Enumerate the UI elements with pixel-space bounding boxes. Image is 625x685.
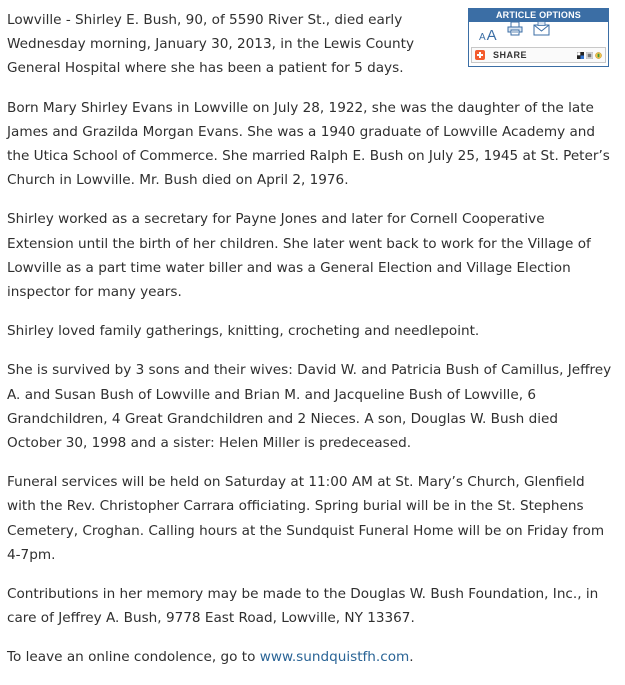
article-paragraph: Lowville - Shirley E. Bush, 90, of 5590 River St., died early Wednesday morning, January 30, 2013, in the Lewis County General Hospital where she has been a patient for 5 days.	[7, 12, 414, 77]
article-paragraph: Funeral services will be held on Saturday at 11:00 AM at St. Mary’s Church, Glenfield with the Rev. Christopher Carrara officiating. Spring burial will be in the St. Stephens Cemetery, Croghan. Calling hours at the Sundquist Funeral Home will be on Friday from 4-7pm.	[7, 474, 605, 563]
article-paragraph: Shirley worked as a secretary for Payne Jones and later for Cornell Cooperative Extension until the birth of her children. She later went back to work for the Village of Lowville as a part time water biller and was a General Election and Village Election inspector for many years.	[7, 211, 591, 301]
article-options-box	[468, 8, 609, 67]
share-label: SHARE	[493, 49, 528, 60]
bookmark-icon[interactable]	[595, 52, 602, 59]
article-paragraph: She is survived by 3 sons and their wives: David W. and Patricia Bush of Camillus, Jeffrey A. and Susan Bush of Lowville and Brian M. and Jacqueline Bush of Lowville, 6 Grandchildren, 4 Great Grandchildren and 2 Nieces. A son, Douglas W. Bush died October 30, 1998 and a sister: Helen Miller is predeceased.	[7, 362, 612, 452]
increase-font-icon[interactable]: A	[486, 27, 497, 44]
condolence-paragraph	[7, 645, 613, 669]
sundquist-link[interactable]: www.sundquistfh.com	[259, 649, 410, 666]
delicious-icon[interactable]	[577, 52, 584, 59]
email-icon[interactable]	[533, 20, 550, 44]
print-icon[interactable]	[507, 20, 523, 44]
decrease-font-icon[interactable]: A	[479, 32, 486, 43]
digg-icon[interactable]	[586, 52, 593, 59]
article-paragraph: Born Mary Shirley Evans in Lowville on July 28, 1922, she was the daughter of the late James and Grazilda Morgan Evans. She was a 1940 graduate of Lowville Academy and the Utica School of Commerce. She married Ralph E. Bush on July 25, 1945 at St. Peter’s Church in Lowville. Mr. Bush died on April 2, 1976.	[7, 99, 610, 189]
obituary-article	[7, 8, 613, 685]
article-paragraph: Shirley loved family gatherings, knitting, crocheting and needlepoint.	[7, 323, 480, 340]
condolence-period: .	[409, 649, 414, 666]
condolence-text: To leave an online condolence, go to	[7, 649, 260, 666]
share-services	[575, 52, 602, 59]
share-button[interactable]	[471, 47, 606, 63]
article-paragraph: Contributions in her memory may be made to the Douglas W. Bush Foundation, Inc., in care of Jeffrey A. Bush, 9778 East Road, Lowville, NY 13367.	[7, 586, 599, 627]
article-tools-row	[479, 26, 550, 44]
share-plus-icon	[475, 50, 485, 60]
article-options-header: ARTICLE OPTIONS	[469, 9, 608, 22]
